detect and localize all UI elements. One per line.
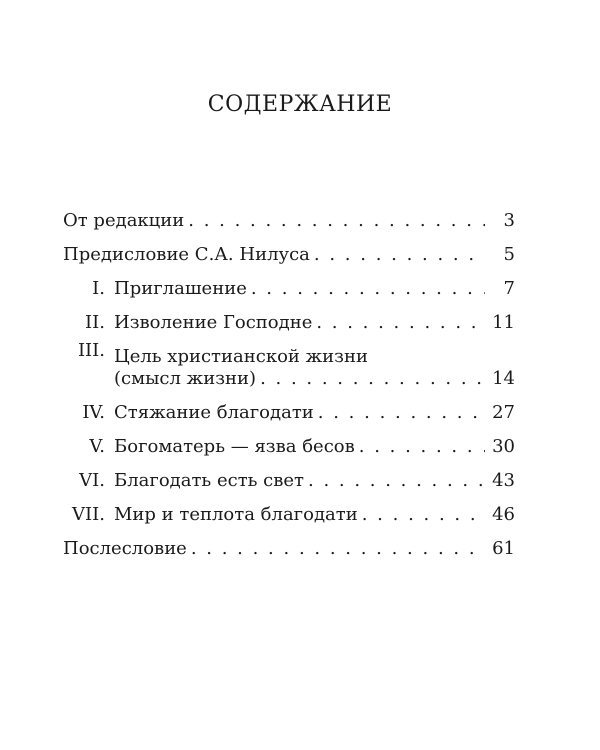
toc-entry[interactable] (63, 526, 515, 560)
toc-entry[interactable] (63, 232, 515, 266)
dot-leader (316, 312, 485, 334)
toc-entry-title: Мир и теплота благодати (114, 504, 358, 525)
toc-entry-numeral: II. (85, 312, 105, 333)
toc-entry-page: 27 (492, 402, 515, 423)
dot-leader (318, 402, 485, 424)
toc-entry-title: Благодать есть свет (114, 470, 304, 491)
toc-entry[interactable] (63, 458, 515, 492)
toc-entry[interactable] (63, 300, 515, 334)
toc-entry-title-line2: (смысл жизни) (114, 368, 257, 389)
toc-entry-page: 46 (492, 504, 515, 525)
toc-entry-title: Предисловие С.А. Нилуса (63, 244, 310, 265)
toc-entry-title: От редакции (63, 210, 185, 231)
toc-entry[interactable] (63, 334, 515, 390)
toc-entry-page: 14 (492, 368, 515, 389)
toc-entry-title: Богоматерь — язва бесов (114, 436, 355, 457)
page-title: СОДЕРЖАНИЕ (207, 92, 393, 117)
toc-entry-page: 61 (492, 538, 515, 559)
toc-entry-numeral: VI. (79, 470, 105, 491)
toc-entry-numeral: VII. (72, 504, 105, 525)
toc-entry-numeral: I. (92, 278, 105, 299)
toc-entry[interactable] (63, 198, 515, 232)
toc-entry-page: 43 (492, 470, 515, 491)
dot-leader (191, 538, 485, 560)
dot-leader (251, 278, 485, 300)
toc-entry-page: 5 (503, 244, 515, 265)
toc-entry-title: Изволение Господне (114, 312, 313, 333)
dot-leader (188, 210, 485, 232)
toc-entry-title-line1: Цель христианской жизни (114, 346, 368, 367)
toc-entry[interactable] (63, 390, 515, 424)
toc-entry-title: Послесловие (63, 538, 187, 559)
dot-leader (260, 368, 485, 390)
toc-entry-page: 11 (492, 312, 515, 333)
toc-entry-page: 3 (503, 210, 515, 231)
toc-entry-page: 7 (503, 278, 515, 299)
dot-leader (308, 470, 485, 492)
toc-entry-title: Приглашение (114, 278, 247, 299)
toc-entry-numeral: III. (77, 340, 105, 361)
toc-entry-title: Стяжание благодати (114, 402, 314, 423)
toc-entry[interactable] (63, 266, 515, 300)
dot-leader (362, 504, 485, 526)
toc-entry-numeral: V. (89, 436, 105, 457)
toc-entry-numeral: IV. (82, 402, 105, 423)
dot-leader (359, 436, 485, 458)
toc-entry[interactable] (63, 492, 515, 526)
toc-entry[interactable] (63, 424, 515, 458)
table-of-contents (63, 198, 515, 560)
toc-entry-page: 30 (492, 436, 515, 457)
dot-leader (314, 244, 485, 266)
